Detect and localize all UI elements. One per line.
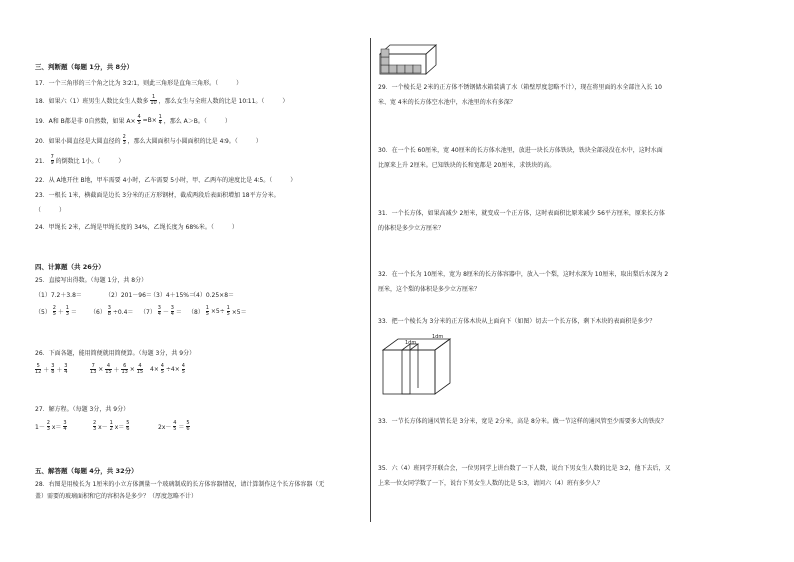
- q26-expr-c: 4× $\frac{4}{5}$ ÷4× $\frac{4}{5}$: [150, 363, 185, 375]
- section-4-title: 四、计算题（共 26分）: [35, 263, 105, 271]
- container-cubes-figure: [378, 40, 440, 78]
- question-30: 30．在一个长 60厘米，宽 40厘米的长方体水池里，放进一块长方体铁块，铁块全部浸没在水中，这时水面: [378, 147, 663, 154]
- question-29-cont: 米、宽 4米的长方体空水池中，水池里的水有多深？: [378, 99, 516, 106]
- question-22: 22．从 A地开往 B地，甲车需要 4小时，乙车需要 5小时，甲、乙两车的速度比是 4∶5。（ ）: [35, 177, 297, 184]
- question-32: 32．在一个长为 10厘米，宽为 8厘米的长方体容器中，放入一个梨，这时水深为 10厘米，取出梨后水深为 2: [378, 271, 669, 278]
- q25-item-2: （2）201－96＝: [105, 292, 152, 299]
- question-26: 26．下面各题，能用简便就用简便算。（每题 3分，共 9分）: [35, 350, 196, 357]
- question-17: 17．一个三角形的三个角之比为 3∶2∶1，则此三角形是直角三角形。（ ）: [35, 80, 243, 87]
- question-25: 25．直接写出得数。（每题 1分，共 8分）: [35, 277, 148, 284]
- column-divider: [370, 38, 371, 522]
- question-21: 21． $\frac{7}{9}$ 的倒数比 1小。（ ）: [35, 154, 125, 166]
- question-35: 35．六（4）班同学开联合会，一位男同学上讲台数了一下人数，说台下男女生人数的比是 3∶2，他下去后，又: [378, 465, 671, 472]
- question-30-cont: 比原来上升 2厘米。已知铁块的长和宽都是 20厘米，求铁块的高。: [378, 162, 556, 169]
- q25-item-4: （4）0.25×8＝: [190, 292, 235, 299]
- question-33: 33．把一个棱长为 3分米的正方体木块从上面向下（如图）切去一个长方体，剩下木块的表面积是多少？: [378, 318, 656, 325]
- q25-item-6: （6） $\frac{3}{8}$ ÷0.4＝: [90, 305, 134, 317]
- question-23: 23．一根长 1米，横截面是边长 3分米的正方形钢材，截成两段后表面积增加 18平方分米。: [35, 192, 280, 199]
- q27-equation-b: $\frac{2}{3}$ x－ $\frac{1}{2}$ x＝ $\frac{5}{6}$: [93, 420, 130, 432]
- cube-label-1dm-a: 1dm: [405, 340, 417, 346]
- question-27: 27．解方程。（每题 3分，共 9分）: [35, 406, 130, 413]
- q25-item-3: （3）4＋15%＝: [150, 292, 195, 299]
- section-5-title: 五、解答题（每题 4分，共 32分）: [35, 467, 138, 475]
- question-19: 19．A和 B都是非 0自然数，如果 A× $\frac{4}{5}$ =B× $\frac{1}{4}$ ，那么 A＞B。（ ）: [35, 114, 231, 126]
- q25-item-1: （1）7.2＋3.8＝: [35, 292, 82, 299]
- cube-cut-figure: [380, 336, 460, 396]
- question-18: 18．如果六（1）班男生人数比女生人数多 $\frac{1}{10}$ ，那么女生与全班人数的比是 10∶11。（ ）: [35, 94, 289, 106]
- cube-label-1dm-b: 1dm: [432, 334, 444, 340]
- question-32-cont: 厘米，这个梨的体积是多少立方厘米？: [378, 286, 481, 293]
- question-29: 29．一个棱长是 2米的正方体不锈钢储水箱装满了水（箱壁厚度忽略不计），现在将里面的水全部注入长 10: [378, 84, 662, 91]
- question-34: 33．一节长方体的通风管长是 3分米，宽是 2分米，高是 8分米。做一节这样的通风管至少需要多大的铁皮？: [378, 418, 667, 425]
- question-24: 24．甲绳长 2米，乙绳是甲绳长度的 34%，乙绳长度为 68%米。（ ）: [35, 224, 238, 231]
- question-31: 31．一个长方体，如果高减少 2厘米，就变成一个正方体，这时表面积比原来减少 56平方厘米，原来长方体: [378, 210, 665, 217]
- question-35-cont: 上来一位女同学数了一下，说台下男女生人数的比是 5∶3，请问六（4）班有多少人？: [378, 480, 603, 487]
- question-20: 20．如果小圆直径是大圆直径的 $\frac{2}{3}$ ，那么大圆面积与小圆面积的比是 4∶9。（ ）: [35, 134, 262, 146]
- question-31-cont: 的体积是多少立方厘米？: [378, 225, 445, 232]
- q25-item-8: （8） $\frac{1}{5}$ ×5÷ $\frac{1}{5}$ ×5＝: [188, 305, 247, 317]
- q27-equation-c: 2x－ $\frac{4}{5}$ ＝ $\frac{5}{6}$: [158, 420, 190, 432]
- section-3-title: 三、判断题（每题 1分，共 8分）: [35, 63, 134, 71]
- q25-item-5: （5） $\frac{2}{5}$ ＋ $\frac{1}{3}$ ＝: [35, 305, 77, 317]
- q25-item-7: （7） $\frac{3}{4}$ － $\frac{3}{4}$ ＝: [140, 305, 182, 317]
- q26-expr-b: $\frac{7}{13}$ × $\frac{4}{15}$ ＋ $\frac{6}{13}$ × $\frac{4}{15}$: [90, 363, 144, 375]
- q27-equation-a: 1－ $\frac{2}{3}$ x＝ $\frac{3}{4}$: [35, 420, 67, 432]
- question-28: 28．右图是用棱长为 1厘米的小立方体测量一个玻璃制成的长方体容器情况，请计算制作这个长方体容器（无: [35, 481, 325, 488]
- question-23-blank: （ ）: [35, 207, 66, 214]
- q26-expr-a: $\frac{5}{12}$ ＋ $\frac{3}{8}$ ＋ $\frac{3}{4}$: [35, 363, 68, 375]
- question-28-cont: 盖）需要的玻璃面积和它的容积各是多少？（厚度忽略不计）: [35, 493, 198, 500]
